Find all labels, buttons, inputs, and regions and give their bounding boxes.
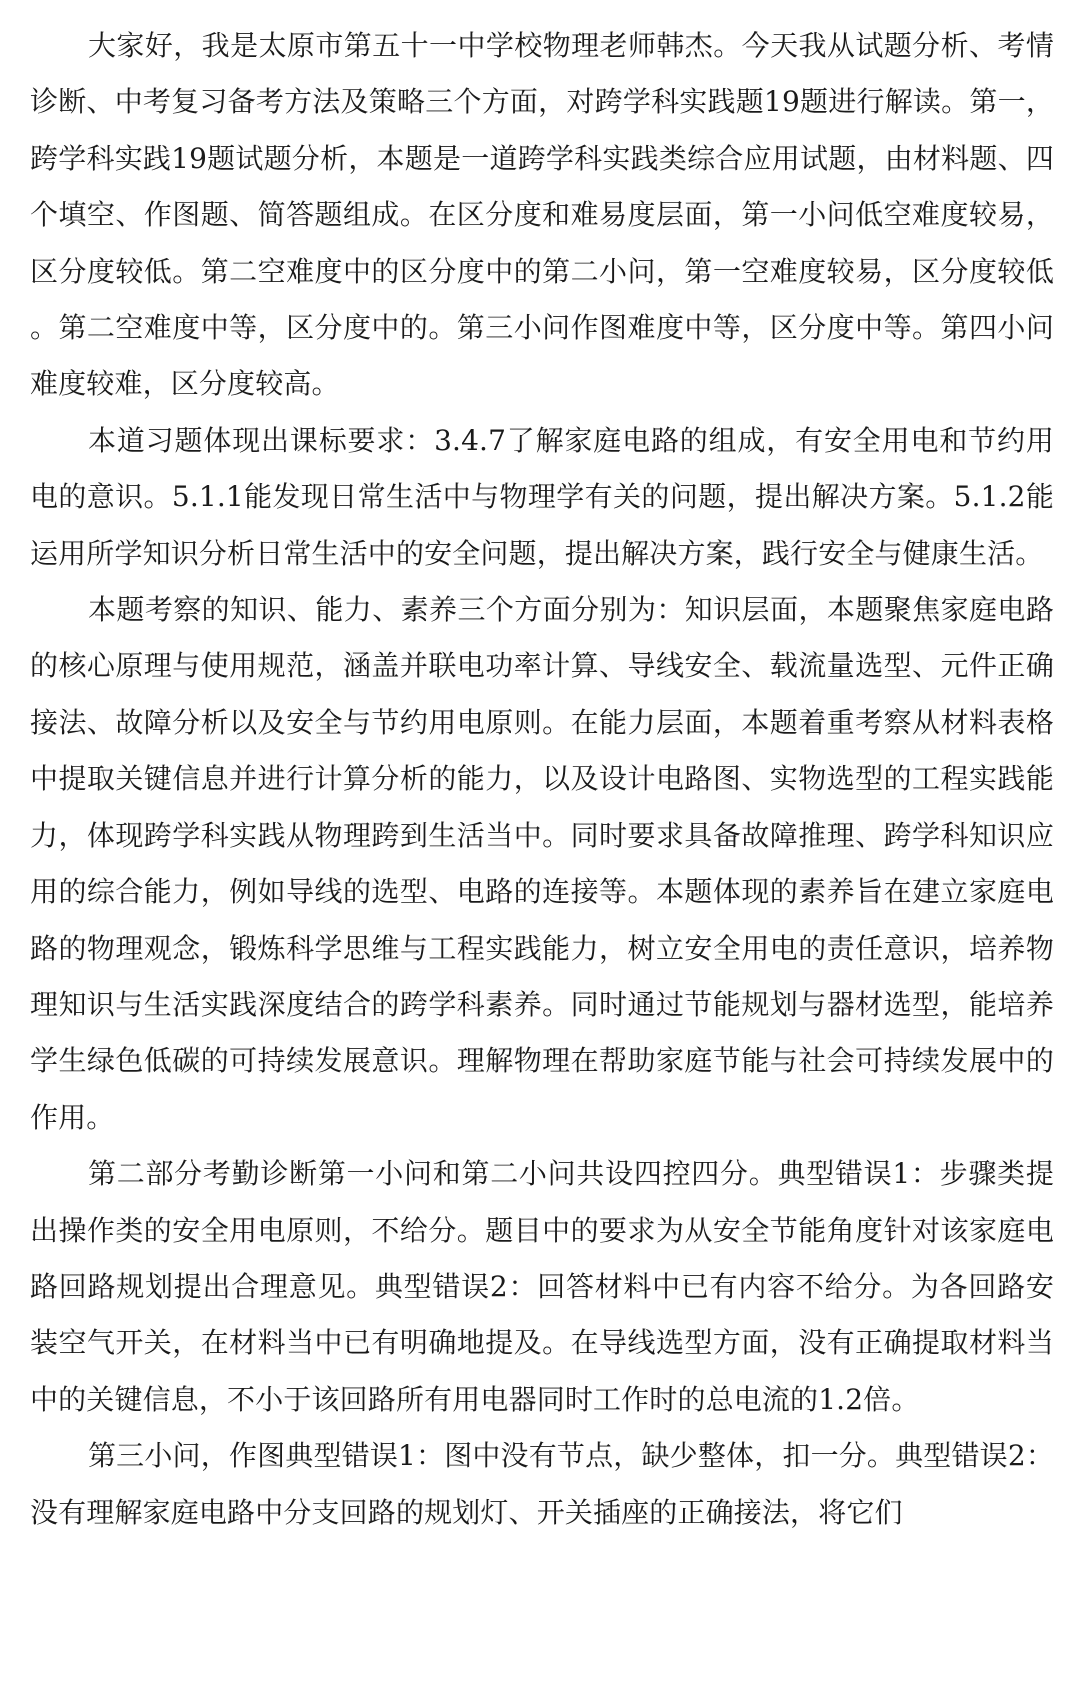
paragraph-curriculum-standards: 本道习题体现出课标要求：3.4.7了解家庭电路的组成，有安全用电和节约用电的意识。5.1.1能发现日常生活中与物理学有关的问题，提出解决方案。5.1.2能运用所学知识分析日常生活中的安全问题，提出解决方案，践行安全与健康生活。 [30, 423, 1054, 570]
paragraph-intro: 大家好，我是太原市第五十一中学校物理老师韩杰。今天我从试题分析、考情诊断、中考复习备考方法及策略三个方面，对跨学科实践题19题进行解读。第一，跨学科实践19题试题分析，本题是一道跨学科实践类综合应用试题，由材料题、四个填空、作图题、简答题组成。在区分度和难易度层面，第一小问低空难度较易，区分度较低。第二空难度中的区分度中的第二小问，第一空难度较易，区分度较低。第二空难度中等，区分度中的。第三小问作图难度中等，区分度中等。第四小问难度较难，区分度较高。 [30, 29, 1054, 401]
paragraph-knowledge-ability-literacy: 本题考察的知识、能力、素养三个方面分别为：知识层面，本题聚焦家庭电路的核心原理与使用规范，涵盖并联电功率计算、导线安全、载流量选型、元件正确接法、故障分析以及安全与节约用电原则。在能力层面，本题着重考察从材料表格中提取关键信息并进行计算分析的能力，以及设计电路图、实物选型的工程实践能力，体现跨学科实践从物理跨到生活当中。同时要求具备故障推理、跨学科知识应用的综合能力，例如导线的选型、电路的连接等。本题体现的素养旨在建立家庭电路的物理观念，锻炼科学思维与工程实践能力，树立安全用电的责任意识，培养物理知识与生活实践深度结合的跨学科素养。同时通过节能规划与器材选型，能培养学生绿色低碳的可持续发展意识。理解物理在帮助家庭节能与社会可持续发展中的作用。 [30, 593, 1054, 1134]
document-page [30, 18, 1054, 1541]
paragraph-drawing-errors: 第三小问，作图典型错误1：图中没有节点，缺少整体，扣一分。典型错误2：没有理解家庭电路中分支回路的规划灯、开关插座的正确接法，将它们 [30, 1439, 1054, 1529]
paragraph-exam-diagnosis: 第二部分考勤诊断第一小问和第二小问共设四控四分。典型错误1：步骤类提出操作类的安全用电原则，不给分。题目中的要求为从安全节能角度针对该家庭电路回路规划提出合理意见。典型错误2：回答材料中已有内容不给分。为各回路安装空气开关，在材料当中已有明确地提及。在导线选型方面，没有正确提取材料当中的关键信息，不小于该回路所有用电器同时工作时的总电流的1.2倍。 [30, 1157, 1054, 1416]
